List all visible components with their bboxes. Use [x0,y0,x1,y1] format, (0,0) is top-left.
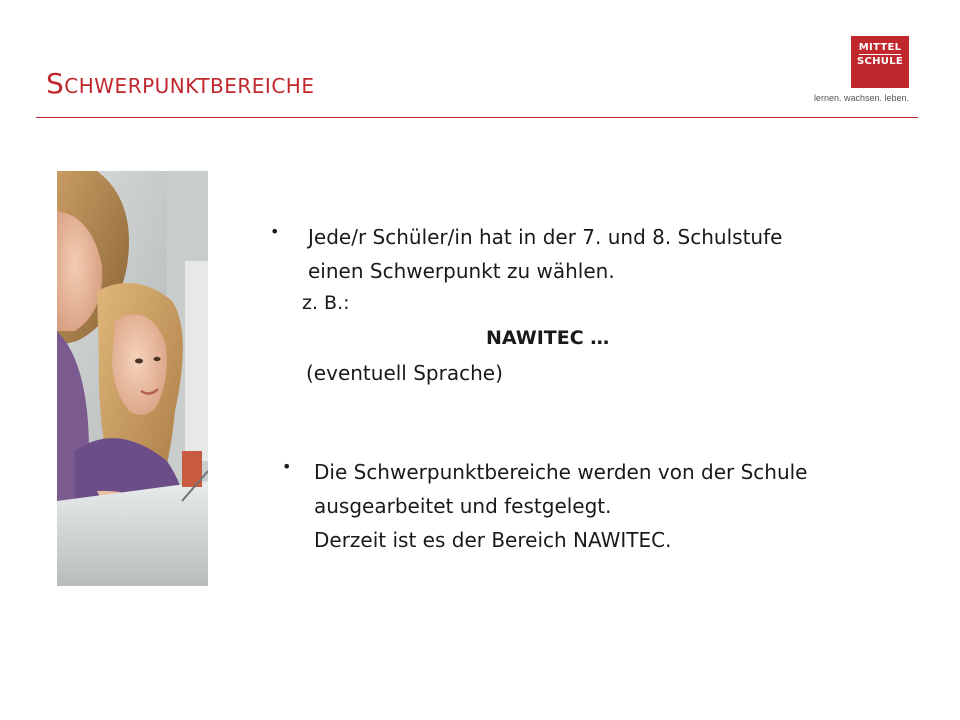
logo-line-2: SCHULE [856,56,904,67]
slide-title: Schwerpunktbereiche [46,67,315,100]
logo-line-1: MITTEL [858,42,902,53]
logo-tagline: lernen. wachsen. leben. [813,93,909,103]
title-divider [36,117,918,118]
bullet2-line2: ausgearbeitet und festgelegt. [314,494,612,518]
logo-badge [851,36,909,88]
bullet2-line3: Derzeit ist es der Bereich NAWITEC. [314,528,672,552]
bullet-text [308,220,782,288]
bullet-text [314,455,807,557]
bullet1-line1: Jede/r Schüler/in hat in der 7. und 8. Schulstufe [308,225,783,249]
example-value: NAWITEC … [486,327,610,349]
logo-rule [859,54,901,55]
photo-illustration [57,171,208,586]
bullet-icon: • [282,457,292,476]
example-label: z. B.: [302,292,350,314]
bullet-icon: • [270,222,280,241]
bullet2-line1: Die Schwerpunktbereiche werden von der Schule [314,460,808,484]
children-classroom-photo [57,171,208,586]
bullet1-line2: einen Schwerpunkt zu wählen. [308,259,615,283]
school-logo [808,36,918,108]
example-note: (eventuell Sprache) [306,361,503,385]
